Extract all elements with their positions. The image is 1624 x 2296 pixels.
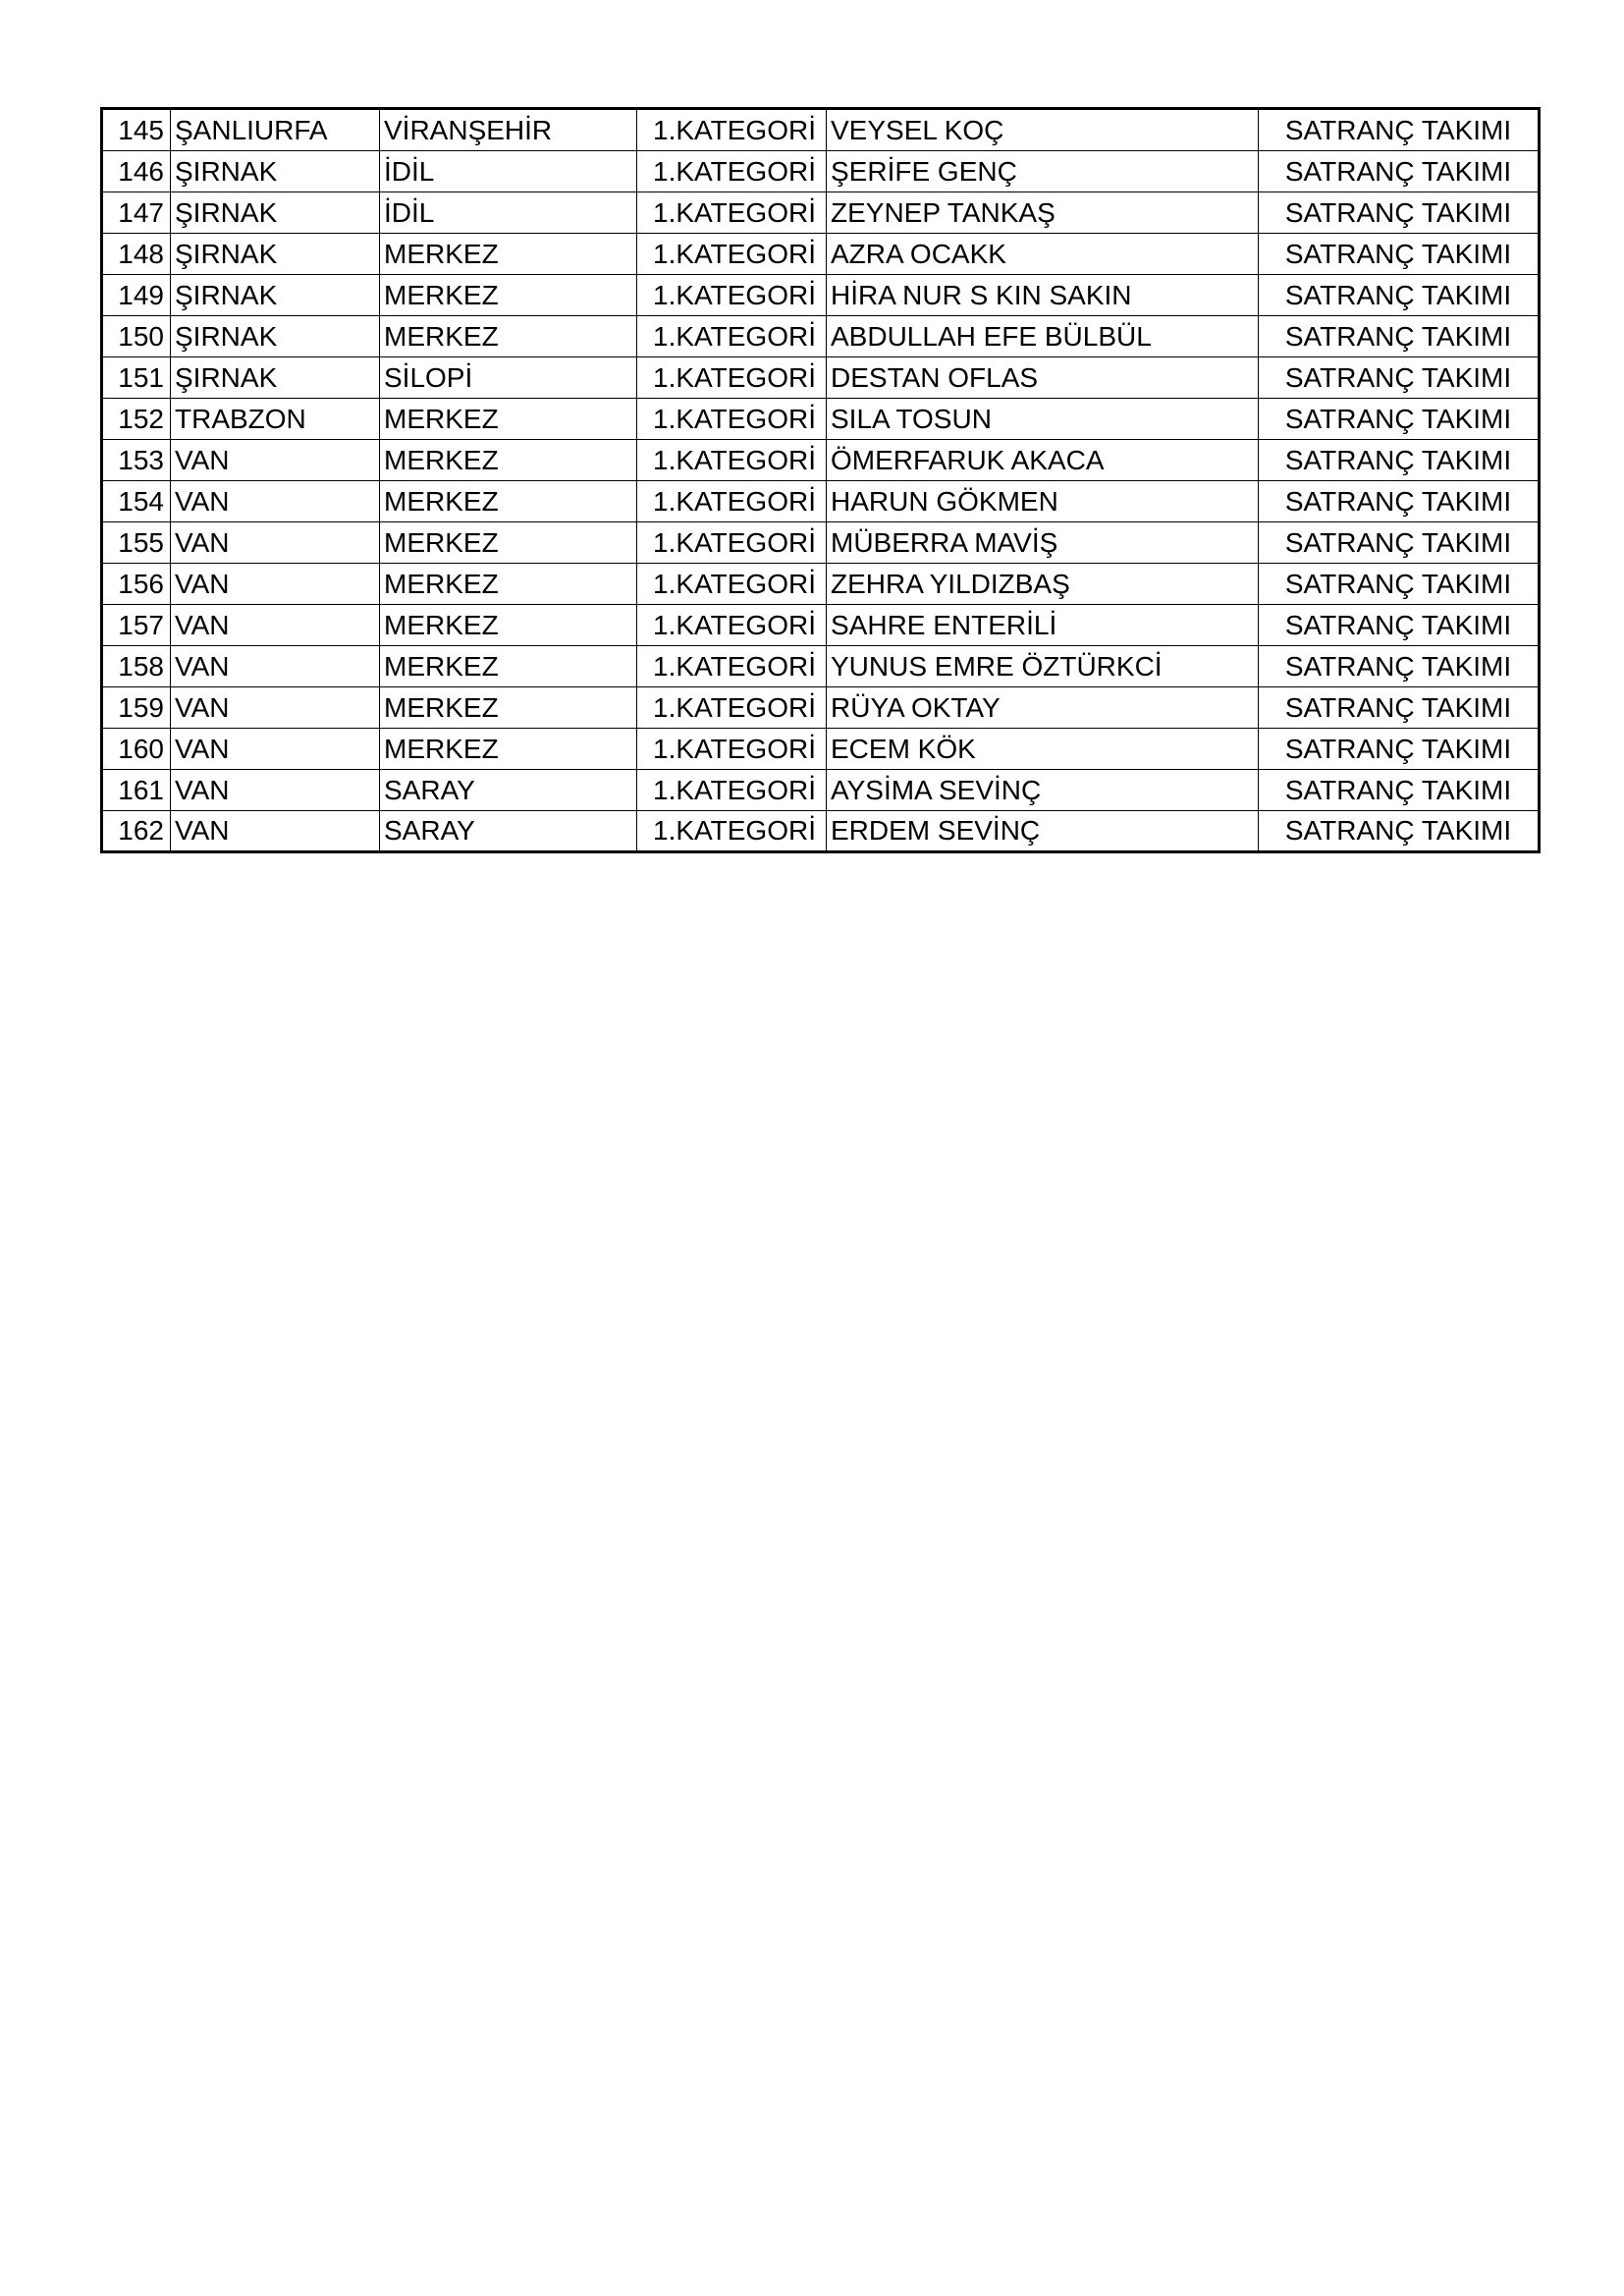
district-cell: MERKEZ [380,605,637,646]
city-cell: ŞIRNAK [171,357,380,399]
participant-name-cell: RÜYA OKTAY [827,687,1259,729]
district-cell: MERKEZ [380,399,637,440]
row-number-cell: 150 [102,316,171,357]
team-cell: SATRANÇ TAKIMI [1259,646,1540,687]
table-row [102,770,1540,811]
district-cell: MERKEZ [380,687,637,729]
district-cell: MERKEZ [380,275,637,316]
participant-name-cell: VEYSEL KOÇ [827,109,1259,151]
city-cell: ŞIRNAK [171,234,380,275]
category-cell: 1.KATEGORİ [637,440,827,481]
category-cell: 1.KATEGORİ [637,234,827,275]
team-cell: SATRANÇ TAKIMI [1259,357,1540,399]
team-cell: SATRANÇ TAKIMI [1259,811,1540,852]
district-cell: MERKEZ [380,729,637,770]
row-number-cell: 161 [102,770,171,811]
table-row [102,275,1540,316]
row-number-cell: 154 [102,481,171,522]
team-cell: SATRANÇ TAKIMI [1259,234,1540,275]
participant-name-cell: MÜBERRA MAVİŞ [827,522,1259,564]
participant-name-cell: ŞERİFE GENÇ [827,151,1259,192]
category-cell: 1.KATEGORİ [637,316,827,357]
team-cell: SATRANÇ TAKIMI [1259,151,1540,192]
participant-name-cell: HARUN GÖKMEN [827,481,1259,522]
table-row [102,109,1540,151]
table-row [102,192,1540,234]
district-cell: MERKEZ [380,564,637,605]
team-cell: SATRANÇ TAKIMI [1259,770,1540,811]
team-cell: SATRANÇ TAKIMI [1259,481,1540,522]
city-cell: VAN [171,481,380,522]
participant-name-cell: ZEYNEP TANKAŞ [827,192,1259,234]
row-number-cell: 157 [102,605,171,646]
row-number-cell: 151 [102,357,171,399]
row-number-cell: 162 [102,811,171,852]
participant-name-cell: DESTAN OFLAS [827,357,1259,399]
table-row [102,729,1540,770]
participant-name-cell: SAHRE ENTERİLİ [827,605,1259,646]
participant-name-cell: HİRA NUR S KIN SAKIN [827,275,1259,316]
table-row [102,151,1540,192]
table-row [102,481,1540,522]
district-cell: MERKEZ [380,234,637,275]
row-number-cell: 148 [102,234,171,275]
row-number-cell: 146 [102,151,171,192]
row-number-cell: 155 [102,522,171,564]
table-row [102,316,1540,357]
category-cell: 1.KATEGORİ [637,729,827,770]
city-cell: ŞIRNAK [171,316,380,357]
category-cell: 1.KATEGORİ [637,605,827,646]
team-cell: SATRANÇ TAKIMI [1259,522,1540,564]
team-cell: SATRANÇ TAKIMI [1259,564,1540,605]
category-cell: 1.KATEGORİ [637,481,827,522]
row-number-cell: 152 [102,399,171,440]
participant-name-cell: SILA TOSUN [827,399,1259,440]
row-number-cell: 160 [102,729,171,770]
team-cell: SATRANÇ TAKIMI [1259,729,1540,770]
row-number-cell: 159 [102,687,171,729]
district-cell: MERKEZ [380,316,637,357]
district-cell: MERKEZ [380,522,637,564]
participant-name-cell: YUNUS EMRE ÖZTÜRKCİ [827,646,1259,687]
row-number-cell: 153 [102,440,171,481]
city-cell: ŞIRNAK [171,151,380,192]
table-row [102,687,1540,729]
category-cell: 1.KATEGORİ [637,646,827,687]
city-cell: ŞIRNAK [171,275,380,316]
participant-name-cell: ABDULLAH EFE BÜLBÜL [827,316,1259,357]
row-number-cell: 149 [102,275,171,316]
city-cell: VAN [171,646,380,687]
participant-name-cell: AZRA OCAKK [827,234,1259,275]
team-cell: SATRANÇ TAKIMI [1259,687,1540,729]
category-cell: 1.KATEGORİ [637,770,827,811]
participant-name-cell: ZEHRA YILDIZBAŞ [827,564,1259,605]
team-cell: SATRANÇ TAKIMI [1259,192,1540,234]
row-number-cell: 145 [102,109,171,151]
category-cell: 1.KATEGORİ [637,811,827,852]
city-cell: VAN [171,687,380,729]
district-cell: VİRANŞEHİR [380,109,637,151]
category-cell: 1.KATEGORİ [637,192,827,234]
city-cell: VAN [171,564,380,605]
district-cell: SARAY [380,811,637,852]
district-cell: MERKEZ [380,481,637,522]
city-cell: TRABZON [171,399,380,440]
team-cell: SATRANÇ TAKIMI [1259,605,1540,646]
district-cell: İDİL [380,151,637,192]
city-cell: ŞIRNAK [171,192,380,234]
district-cell: SİLOPİ [380,357,637,399]
table-row [102,522,1540,564]
team-cell: SATRANÇ TAKIMI [1259,109,1540,151]
table-row [102,646,1540,687]
team-cell: SATRANÇ TAKIMI [1259,275,1540,316]
participant-name-cell: ECEM KÖK [827,729,1259,770]
team-cell: SATRANÇ TAKIMI [1259,399,1540,440]
category-cell: 1.KATEGORİ [637,151,827,192]
row-number-cell: 156 [102,564,171,605]
category-cell: 1.KATEGORİ [637,687,827,729]
team-cell: SATRANÇ TAKIMI [1259,440,1540,481]
category-cell: 1.KATEGORİ [637,564,827,605]
category-cell: 1.KATEGORİ [637,399,827,440]
table-row [102,234,1540,275]
category-cell: 1.KATEGORİ [637,522,827,564]
category-cell: 1.KATEGORİ [637,357,827,399]
participant-name-cell: ERDEM SEVİNÇ [827,811,1259,852]
row-number-cell: 158 [102,646,171,687]
table-row [102,399,1540,440]
table-row [102,564,1540,605]
category-cell: 1.KATEGORİ [637,275,827,316]
city-cell: ŞANLIURFA [171,109,380,151]
city-cell: VAN [171,440,380,481]
table-row [102,357,1540,399]
table-row [102,605,1540,646]
city-cell: VAN [171,770,380,811]
row-number-cell: 147 [102,192,171,234]
district-cell: MERKEZ [380,646,637,687]
district-cell: SARAY [380,770,637,811]
city-cell: VAN [171,605,380,646]
participant-name-cell: AYSİMA SEVİNÇ [827,770,1259,811]
district-cell: İDİL [380,192,637,234]
participant-name-cell: ÖMERFARUK AKACA [827,440,1259,481]
district-cell: MERKEZ [380,440,637,481]
participant-table-body [102,109,1540,852]
city-cell: VAN [171,522,380,564]
team-cell: SATRANÇ TAKIMI [1259,316,1540,357]
city-cell: VAN [171,729,380,770]
table-row [102,440,1540,481]
table-row [102,811,1540,852]
participant-table [100,107,1541,853]
city-cell: VAN [171,811,380,852]
category-cell: 1.KATEGORİ [637,109,827,151]
